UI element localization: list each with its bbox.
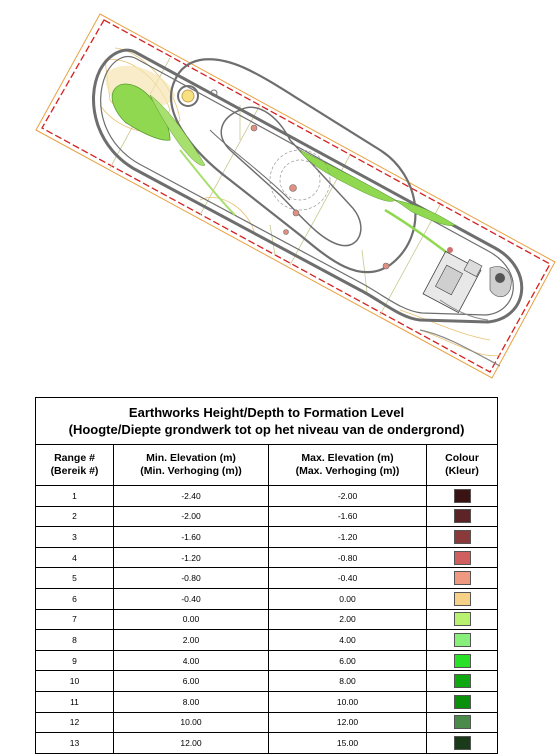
cell-range: 13 (36, 733, 114, 754)
cell-max: -0.40 (269, 568, 427, 589)
cell-max: 12.00 (269, 712, 427, 733)
colour-swatch (454, 612, 471, 626)
colour-swatch (454, 674, 471, 688)
cell-max: 15.00 (269, 733, 427, 754)
header-max-elevation: Max. Elevation (m) (Max. Verhoging (m)) (269, 445, 427, 486)
legend-title (36, 398, 498, 445)
cell-min: -1.20 (114, 547, 269, 568)
header-colour: Colour (Kleur) (427, 445, 498, 486)
cell-range: 9 (36, 650, 114, 671)
cell-colour (427, 733, 498, 754)
cell-max: -2.00 (269, 486, 427, 507)
cell-range: 10 (36, 671, 114, 692)
cell-max: -1.20 (269, 527, 427, 548)
cell-max: 2.00 (269, 609, 427, 630)
cell-min: 12.00 (114, 733, 269, 754)
table-row (36, 506, 498, 527)
skidpad-circle (178, 86, 217, 106)
table-row (36, 568, 498, 589)
cell-max: 8.00 (269, 671, 427, 692)
cell-max: 4.00 (269, 630, 427, 651)
colour-swatch (454, 489, 471, 503)
cell-colour (427, 588, 498, 609)
cell-range: 4 (36, 547, 114, 568)
cell-min: -2.40 (114, 486, 269, 507)
cell-range: 12 (36, 712, 114, 733)
colour-swatch (454, 530, 471, 544)
legend-title-line2: (Hoogte/Diepte grondwerk tot op het niveau van de ondergrond) (68, 422, 465, 437)
table-row (36, 691, 498, 712)
cell-min: 4.00 (114, 650, 269, 671)
cell-min: 10.00 (114, 712, 269, 733)
table-row (36, 671, 498, 692)
table-row (36, 650, 498, 671)
cell-max: 0.00 (269, 588, 427, 609)
cell-range: 7 (36, 609, 114, 630)
colour-swatch (454, 592, 471, 606)
colour-swatch (454, 736, 471, 750)
colour-swatch (454, 571, 471, 585)
cell-min: -1.60 (114, 527, 269, 548)
colour-swatch (454, 654, 471, 668)
cell-range: 2 (36, 506, 114, 527)
cell-colour (427, 691, 498, 712)
cell-range: 1 (36, 486, 114, 507)
legend-title-line1: Earthworks Height/Depth to Formation Level (128, 405, 405, 420)
cell-max: -0.80 (269, 547, 427, 568)
cell-colour (427, 486, 498, 507)
cell-range: 6 (36, 588, 114, 609)
cell-max: 6.00 (269, 650, 427, 671)
cell-colour (427, 506, 498, 527)
cell-max: -1.60 (269, 506, 427, 527)
cell-min: -0.80 (114, 568, 269, 589)
header-min-elevation: Min. Elevation (m) (Min. Verhoging (m)) (114, 445, 269, 486)
earthworks-legend-table (35, 397, 498, 754)
buildings-cluster (423, 251, 511, 320)
table-row (36, 733, 498, 754)
legend-rows (36, 486, 498, 754)
table-row (36, 527, 498, 548)
cell-colour (427, 712, 498, 733)
table-row (36, 547, 498, 568)
cell-colour (427, 630, 498, 651)
table-row (36, 486, 498, 507)
cell-colour (427, 609, 498, 630)
cell-colour (427, 671, 498, 692)
colour-swatch (454, 695, 471, 709)
cell-range: 11 (36, 691, 114, 712)
cell-colour (427, 650, 498, 671)
cell-range: 5 (36, 568, 114, 589)
table-row (36, 588, 498, 609)
cell-max: 10.00 (269, 691, 427, 712)
cell-min: 0.00 (114, 609, 269, 630)
cell-colour (427, 568, 498, 589)
cell-min: 6.00 (114, 671, 269, 692)
cell-min: -0.40 (114, 588, 269, 609)
cell-colour (427, 527, 498, 548)
cell-colour (427, 547, 498, 568)
colour-swatch (454, 633, 471, 647)
earthworks-green (112, 84, 455, 255)
cell-min: -2.00 (114, 506, 269, 527)
table-row (36, 630, 498, 651)
table-row (36, 609, 498, 630)
colour-swatch (454, 715, 471, 729)
cell-range: 8 (36, 630, 114, 651)
colour-swatch (454, 509, 471, 523)
table-row (36, 712, 498, 733)
cell-range: 3 (36, 527, 114, 548)
cell-min: 2.00 (114, 630, 269, 651)
header-range: Range # (Bereik #) (36, 445, 114, 486)
cell-min: 8.00 (114, 691, 269, 712)
colour-swatch (454, 551, 471, 565)
